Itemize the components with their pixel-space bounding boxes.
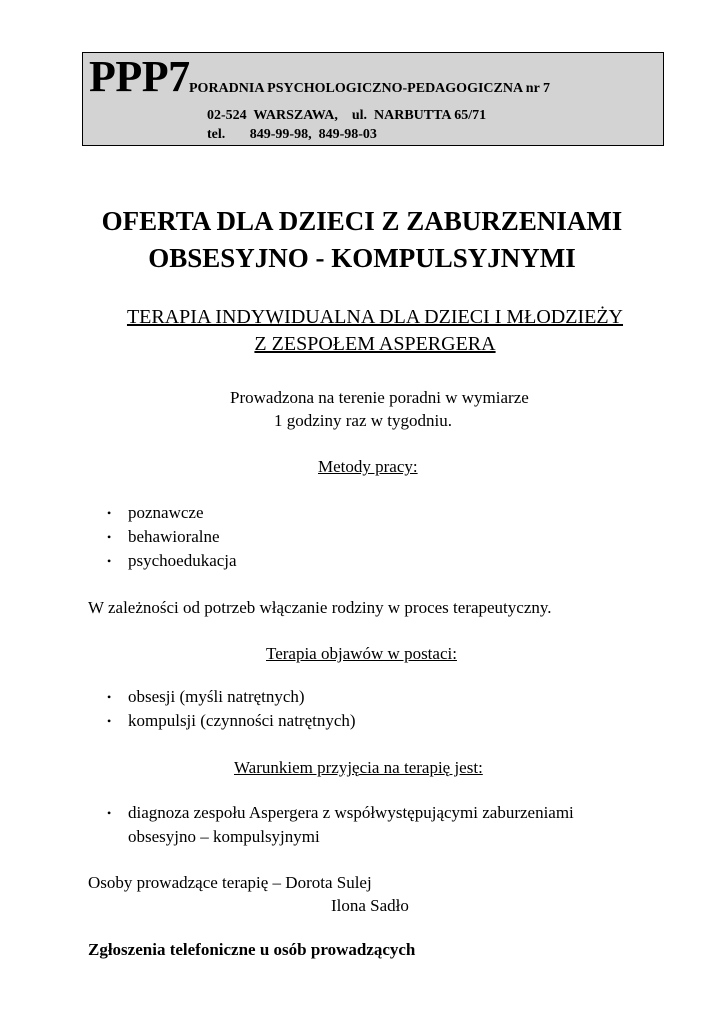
main-title-line-1: OFERTA DLA DZIECI Z ZABURZENIAMI xyxy=(101,206,623,236)
subtitle-line-1: TERAPIA INDYWIDUALNA DLA DZIECI I MŁODZIEŻY xyxy=(126,306,624,328)
letterhead-box xyxy=(82,52,664,146)
registration-note: Zgłoszenia telefoniczne u osób prowadzących xyxy=(88,940,416,959)
intro-line-2: 1 godziny raz w tygodniu. xyxy=(274,411,452,430)
logo: PPP7 xyxy=(89,52,190,101)
therapist-second: Ilona Sadło xyxy=(331,896,409,915)
bullet-icon: • xyxy=(107,506,112,520)
methods-item: psychoedukacja xyxy=(128,551,237,570)
symptoms-item: obsesji (myśli natrętnych) xyxy=(128,687,305,706)
conditions-heading: Warunkiem przyjęcia na terapię jest: xyxy=(234,758,483,777)
organization-name: PORADNIA PSYCHOLOGICZNO-PEDAGOGICZNA nr 7 xyxy=(189,81,551,96)
bullet-icon: • xyxy=(107,714,112,728)
bullet-icon: • xyxy=(107,554,112,568)
methods-item: poznawcze xyxy=(128,503,204,522)
symptoms-item: kompulsji (czynności natrętnych) xyxy=(128,711,356,730)
bullet-icon: • xyxy=(107,530,112,544)
methods-heading: Metody pracy: xyxy=(318,457,418,476)
phone-line: tel. 849-99-98, 849-98-03 xyxy=(207,127,377,142)
methods-item: behawioralne xyxy=(128,527,220,546)
conditions-item-line-1: diagnoza zespołu Aspergera z współwystępującymi zaburzeniami xyxy=(128,803,574,822)
family-note: W zależności od potrzeb włączanie rodziny w proces terapeutyczny. xyxy=(88,598,552,617)
main-title-line-2: OBSESYJNO - KOMPULSYJNYMI xyxy=(148,243,576,273)
subtitle-line-2: Z ZESPOŁEM ASPERGERA xyxy=(254,333,496,355)
bullet-icon: • xyxy=(107,806,112,820)
intro-line-1: Prowadzona na terenie poradni w wymiarze xyxy=(230,388,529,407)
conditions-item-line-2: obsesyjno – kompulsyjnymi xyxy=(128,827,320,846)
therapists-line: Osoby prowadzące terapię – Dorota Sulej xyxy=(88,873,372,892)
symptoms-heading: Terapia objawów w postaci: xyxy=(266,644,457,663)
bullet-icon: • xyxy=(107,690,112,704)
address-line: 02-524 WARSZAWA, ul. NARBUTTA 65/71 xyxy=(207,108,487,123)
